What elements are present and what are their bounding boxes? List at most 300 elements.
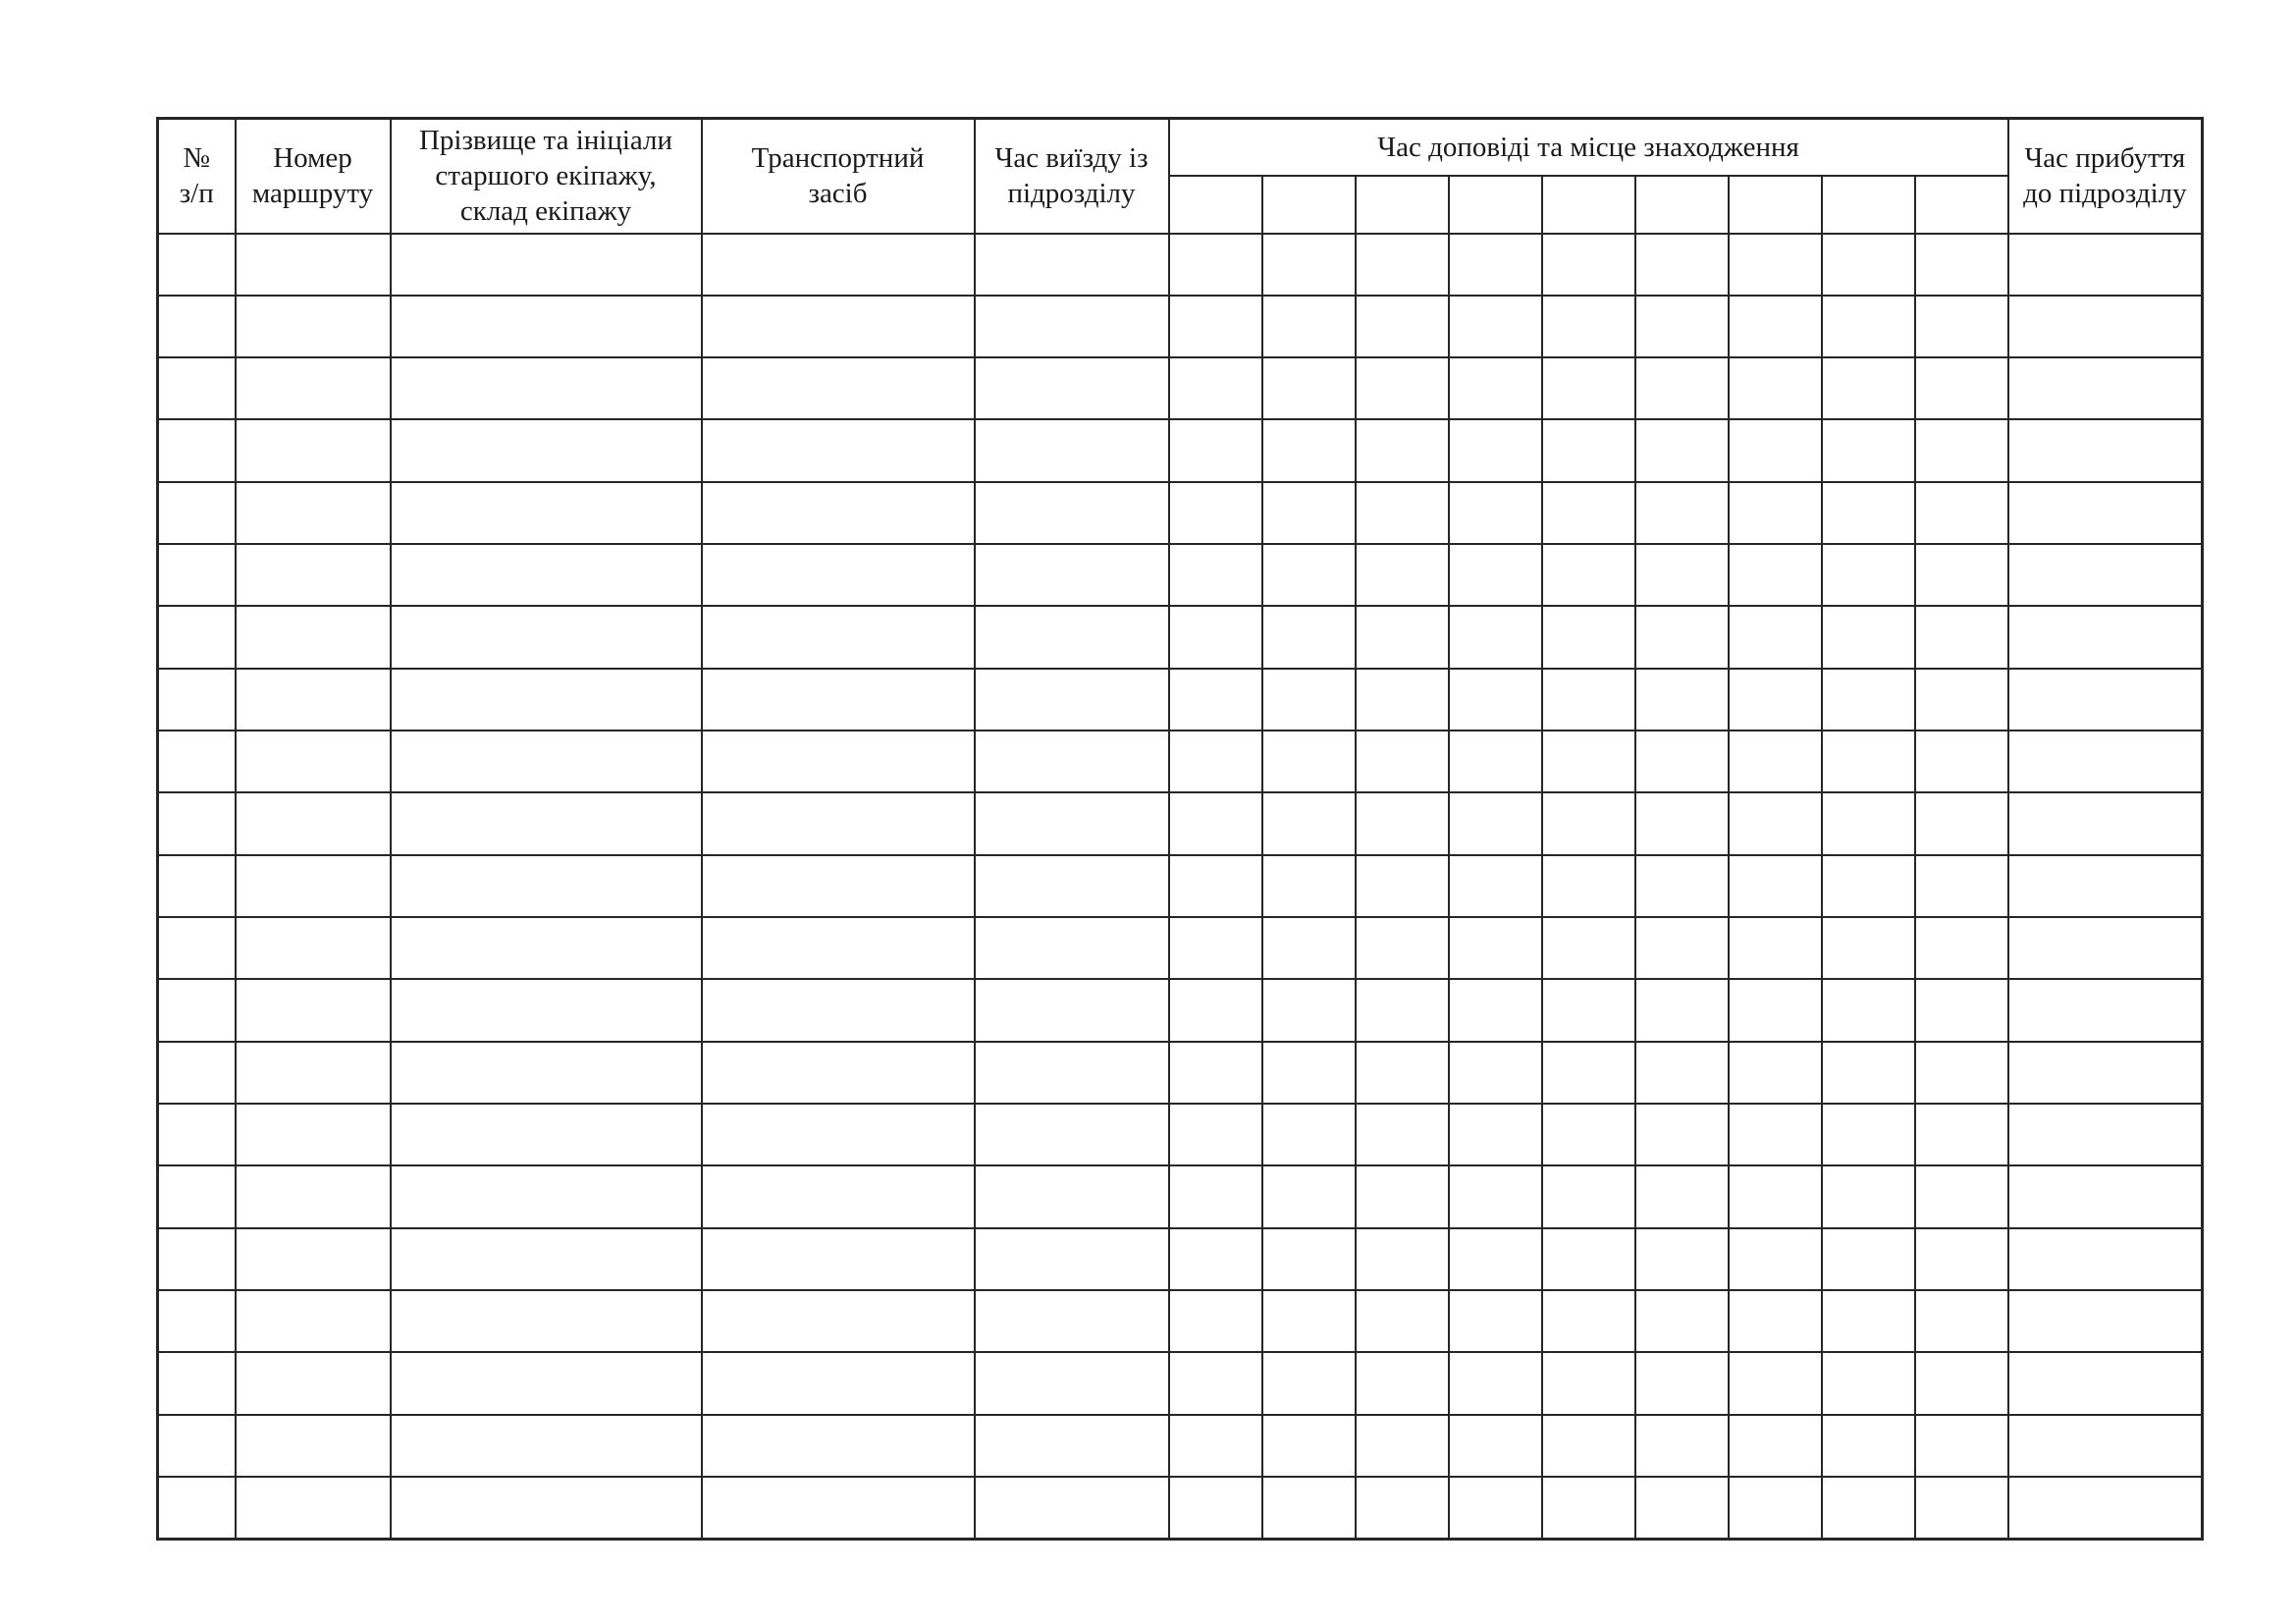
table-row	[158, 1477, 2203, 1539]
table-cell	[158, 544, 236, 606]
table-cell	[2008, 1352, 2203, 1414]
table-cell	[1169, 1165, 1262, 1227]
table-cell	[1729, 669, 1822, 731]
table-cell	[2008, 234, 2203, 296]
table-cell	[1356, 1290, 1449, 1352]
table-cell	[702, 731, 975, 792]
table-cell	[1542, 669, 1635, 731]
table-cell	[1729, 1415, 1822, 1477]
table-cell	[1356, 1104, 1449, 1165]
table-cell	[1262, 544, 1356, 606]
table-cell	[1449, 1228, 1542, 1290]
table-cell	[391, 669, 702, 731]
table-cell	[1356, 792, 1449, 854]
table-cell	[1542, 731, 1635, 792]
table-cell	[236, 979, 391, 1041]
table-cell	[702, 1104, 975, 1165]
table-cell	[975, 792, 1169, 854]
table-cell	[1915, 855, 2008, 917]
table-cell	[1356, 1415, 1449, 1477]
table-cell	[1356, 1352, 1449, 1414]
table-row	[158, 606, 2203, 668]
table-row	[158, 357, 2203, 419]
table-cell	[1635, 1477, 1729, 1539]
table-row	[158, 917, 2203, 979]
table-cell	[1635, 419, 1729, 481]
table-cell	[1635, 1228, 1729, 1290]
table-cell	[1822, 1104, 1915, 1165]
table-cell	[1262, 482, 1356, 544]
table-cell	[158, 1042, 236, 1104]
table-cell	[158, 792, 236, 854]
header-row	[158, 119, 2203, 176]
table-cell	[1542, 606, 1635, 668]
table-row	[158, 234, 2203, 296]
table-header	[158, 119, 2203, 234]
table-cell	[236, 544, 391, 606]
table-cell	[975, 1042, 1169, 1104]
table-cell	[975, 544, 1169, 606]
table-cell	[702, 1228, 975, 1290]
table-cell	[391, 917, 702, 979]
table-cell	[975, 1352, 1169, 1414]
table-cell	[1262, 1352, 1356, 1414]
table-cell	[1729, 296, 1822, 357]
table-cell	[1822, 1228, 1915, 1290]
table-cell	[1262, 855, 1356, 917]
table-cell	[1915, 1042, 2008, 1104]
table-cell	[702, 606, 975, 668]
table-cell	[1729, 792, 1822, 854]
patrol-log-table	[156, 117, 2204, 1541]
table-cell	[1169, 357, 1262, 419]
table-cell	[1822, 917, 1915, 979]
table-cell	[1356, 544, 1449, 606]
table-cell	[1822, 669, 1915, 731]
table-cell	[236, 1042, 391, 1104]
table-cell	[1729, 1042, 1822, 1104]
table-cell	[391, 731, 702, 792]
table-cell	[1915, 544, 2008, 606]
table-cell	[1542, 917, 1635, 979]
table-row	[158, 979, 2203, 1041]
header-report-subcolumn	[1169, 176, 1262, 234]
table-row	[158, 296, 2203, 357]
table-cell	[391, 606, 702, 668]
table-cell	[1356, 606, 1449, 668]
table-cell	[702, 1165, 975, 1227]
table-row	[158, 1290, 2203, 1352]
header-crew-label: Прізвище та ініціали старшого екіпажу, склад екіпажу	[418, 125, 673, 228]
table-cell	[1262, 731, 1356, 792]
table-cell	[1915, 606, 2008, 668]
table-cell	[1822, 1415, 1915, 1477]
table-cell	[1822, 1477, 1915, 1539]
table-cell	[2008, 419, 2203, 481]
table-cell	[391, 234, 702, 296]
table-cell	[702, 1477, 975, 1539]
table-cell	[1822, 234, 1915, 296]
table-cell	[1915, 792, 2008, 854]
table-cell	[1729, 1290, 1822, 1352]
table-cell	[1542, 482, 1635, 544]
table-row	[158, 1042, 2203, 1104]
table-cell	[2008, 482, 2203, 544]
table-cell	[975, 482, 1169, 544]
table-cell	[1262, 792, 1356, 854]
table-cell	[236, 669, 391, 731]
table-cell	[158, 1352, 236, 1414]
table-cell	[1729, 1228, 1822, 1290]
table-cell	[1169, 419, 1262, 481]
table-cell	[1822, 1352, 1915, 1414]
table-cell	[1915, 296, 2008, 357]
table-cell	[1169, 606, 1262, 668]
table-cell	[1729, 1477, 1822, 1539]
table-cell	[2008, 669, 2203, 731]
header-report-subcolumn	[1449, 176, 1542, 234]
table-cell	[1542, 979, 1635, 1041]
table-cell	[1729, 855, 1822, 917]
table-cell	[975, 357, 1169, 419]
table-cell	[158, 1477, 236, 1539]
table-cell	[1262, 1042, 1356, 1104]
table-cell	[1262, 1165, 1356, 1227]
table-cell	[1542, 1104, 1635, 1165]
table-row	[158, 544, 2203, 606]
table-cell	[1449, 419, 1542, 481]
table-cell	[158, 1415, 236, 1477]
table-row	[158, 1228, 2203, 1290]
table-cell	[158, 606, 236, 668]
table-cell	[1635, 1165, 1729, 1227]
table-row	[158, 1352, 2203, 1414]
header-arrival-time	[2008, 119, 2203, 234]
table-cell	[1729, 1165, 1822, 1227]
table-cell	[1915, 731, 2008, 792]
table-body	[158, 234, 2203, 1540]
header-report-subcolumn	[1915, 176, 2008, 234]
table-cell	[1356, 1165, 1449, 1227]
table-cell	[1915, 1165, 2008, 1227]
table-cell	[1729, 544, 1822, 606]
table-cell	[2008, 296, 2203, 357]
table-cell	[1356, 917, 1449, 979]
table-cell	[1915, 1228, 2008, 1290]
table-cell	[1729, 1104, 1822, 1165]
table-cell	[236, 357, 391, 419]
table-cell	[1729, 606, 1822, 668]
table-cell	[1356, 979, 1449, 1041]
table-cell	[702, 1352, 975, 1414]
table-cell	[2008, 1477, 2203, 1539]
table-cell	[1822, 792, 1915, 854]
table-cell	[975, 731, 1169, 792]
table-cell	[1449, 544, 1542, 606]
table-cell	[702, 669, 975, 731]
header-reports-group-label: Час доповіді та місце знаходження	[1377, 131, 1799, 163]
table-cell	[1169, 731, 1262, 792]
table-cell	[975, 855, 1169, 917]
table-cell	[1169, 482, 1262, 544]
table-cell	[1169, 234, 1262, 296]
table-row	[158, 419, 2203, 481]
table-cell	[236, 296, 391, 357]
table-cell	[1356, 234, 1449, 296]
table-cell	[1262, 669, 1356, 731]
table-cell	[1262, 419, 1356, 481]
table-cell	[1449, 482, 1542, 544]
table-cell	[1915, 1290, 2008, 1352]
table-row	[158, 1104, 2203, 1165]
table-cell	[1542, 1477, 1635, 1539]
table-cell	[1449, 234, 1542, 296]
table-cell	[1449, 1042, 1542, 1104]
table-cell	[236, 1228, 391, 1290]
table-cell	[1449, 792, 1542, 854]
table-cell	[1822, 606, 1915, 668]
table-cell	[1822, 1042, 1915, 1104]
table-cell	[1635, 669, 1729, 731]
table-cell	[236, 792, 391, 854]
table-cell	[1729, 357, 1822, 419]
table-cell	[158, 419, 236, 481]
table-cell	[2008, 917, 2203, 979]
table-cell	[1356, 855, 1449, 917]
table-cell	[975, 1290, 1169, 1352]
table-cell	[1169, 544, 1262, 606]
table-cell	[1822, 419, 1915, 481]
table-cell	[236, 1165, 391, 1227]
table-cell	[1915, 1477, 2008, 1539]
table-cell	[1729, 917, 1822, 979]
table-cell	[2008, 855, 2203, 917]
header-report-subcolumn	[1729, 176, 1822, 234]
header-departure-time-label: Час виїзду із підрозділу	[994, 142, 1148, 210]
table-cell	[391, 296, 702, 357]
table-cell	[1356, 296, 1449, 357]
table-cell	[975, 1228, 1169, 1290]
table-cell	[2008, 731, 2203, 792]
table-cell	[1169, 979, 1262, 1041]
table-cell	[1915, 979, 2008, 1041]
table-cell	[1449, 979, 1542, 1041]
header-vehicle	[702, 119, 975, 234]
table-cell	[1449, 855, 1542, 917]
table-cell	[975, 419, 1169, 481]
table-row	[158, 792, 2203, 854]
table-row	[158, 669, 2203, 731]
table-cell	[1729, 979, 1822, 1041]
table-cell	[1635, 1290, 1729, 1352]
table-cell	[1542, 234, 1635, 296]
table-cell	[2008, 1104, 2203, 1165]
table-cell	[1449, 357, 1542, 419]
header-crew	[391, 119, 702, 234]
table-cell	[1822, 296, 1915, 357]
table-cell	[1635, 1352, 1729, 1414]
table-cell	[1542, 357, 1635, 419]
table-row	[158, 731, 2203, 792]
table-cell	[1635, 482, 1729, 544]
table-cell	[391, 1165, 702, 1227]
table-cell	[1449, 1290, 1542, 1352]
table-cell	[391, 1042, 702, 1104]
table-cell	[1542, 1228, 1635, 1290]
header-report-subcolumn	[1542, 176, 1635, 234]
table-cell	[236, 731, 391, 792]
header-number	[158, 119, 236, 234]
header-reports-group	[1169, 119, 2008, 176]
table-cell	[1635, 979, 1729, 1041]
table-cell	[1635, 234, 1729, 296]
table-cell	[1729, 1352, 1822, 1414]
table-cell	[2008, 1290, 2203, 1352]
table-cell	[1449, 917, 1542, 979]
table-cell	[158, 855, 236, 917]
table-cell	[1262, 234, 1356, 296]
table-cell	[236, 419, 391, 481]
table-cell	[1635, 357, 1729, 419]
table-cell	[1635, 1415, 1729, 1477]
table-cell	[236, 1415, 391, 1477]
table-cell	[1635, 917, 1729, 979]
table-cell	[1542, 1165, 1635, 1227]
table-cell	[1262, 1104, 1356, 1165]
table-cell	[1262, 1228, 1356, 1290]
table-cell	[1449, 1352, 1542, 1414]
table-cell	[1262, 1415, 1356, 1477]
table-cell	[975, 1477, 1169, 1539]
table-cell	[1542, 855, 1635, 917]
table-cell	[1729, 234, 1822, 296]
table-cell	[236, 1290, 391, 1352]
table-cell	[1356, 1477, 1449, 1539]
table-cell	[702, 792, 975, 854]
table-cell	[1822, 979, 1915, 1041]
table-cell	[1262, 917, 1356, 979]
table-cell	[391, 544, 702, 606]
table-cell	[236, 606, 391, 668]
table-cell	[1169, 1290, 1262, 1352]
table-cell	[1169, 296, 1262, 357]
table-cell	[236, 1104, 391, 1165]
table-cell	[1356, 1042, 1449, 1104]
table-cell	[236, 1477, 391, 1539]
table-cell	[1915, 1104, 2008, 1165]
table-cell	[2008, 1415, 2203, 1477]
header-report-subcolumn	[1635, 176, 1729, 234]
table-cell	[975, 296, 1169, 357]
table-cell	[1822, 482, 1915, 544]
table-cell	[391, 792, 702, 854]
table-cell	[975, 234, 1169, 296]
table-cell	[702, 1415, 975, 1477]
table-cell	[158, 1228, 236, 1290]
table-cell	[158, 234, 236, 296]
header-route-number-label: Номер маршруту	[251, 142, 374, 210]
table-cell	[1729, 419, 1822, 481]
table-cell	[391, 979, 702, 1041]
table-cell	[391, 1477, 702, 1539]
table-cell	[2008, 792, 2203, 854]
table-row	[158, 855, 2203, 917]
table-cell	[1262, 606, 1356, 668]
table-cell	[1169, 1104, 1262, 1165]
table-cell	[1542, 1042, 1635, 1104]
table-cell	[158, 482, 236, 544]
table-cell	[1635, 1104, 1729, 1165]
table-cell	[1449, 296, 1542, 357]
table-cell	[1356, 482, 1449, 544]
table-cell	[391, 855, 702, 917]
table-cell	[975, 917, 1169, 979]
table-cell	[1542, 1352, 1635, 1414]
table-cell	[1915, 419, 2008, 481]
table-cell	[1449, 1415, 1542, 1477]
table-cell	[1915, 1415, 2008, 1477]
table-cell	[1449, 1165, 1542, 1227]
table-cell	[158, 731, 236, 792]
table-cell	[1542, 1415, 1635, 1477]
table-cell	[702, 482, 975, 544]
table-cell	[1729, 731, 1822, 792]
table-cell	[1635, 792, 1729, 854]
table-cell	[1915, 357, 2008, 419]
table-cell	[1449, 731, 1542, 792]
table-cell	[1635, 606, 1729, 668]
table-cell	[1356, 669, 1449, 731]
table-cell	[1169, 1228, 1262, 1290]
header-number-label: № з/п	[179, 142, 214, 210]
table-cell	[1169, 1477, 1262, 1539]
table-cell	[1356, 731, 1449, 792]
table-cell	[1729, 482, 1822, 544]
table-cell	[702, 1042, 975, 1104]
table-cell	[702, 979, 975, 1041]
table-cell	[702, 917, 975, 979]
table-cell	[975, 669, 1169, 731]
table-cell	[2008, 1165, 2203, 1227]
table-cell	[975, 1104, 1169, 1165]
table-cell	[1822, 357, 1915, 419]
table-cell	[1635, 296, 1729, 357]
table-cell	[1915, 234, 2008, 296]
table-cell	[1449, 1477, 1542, 1539]
table-cell	[1262, 1290, 1356, 1352]
header-report-subcolumn	[1262, 176, 1356, 234]
table-cell	[975, 1165, 1169, 1227]
header-report-subcolumn	[1356, 176, 1449, 234]
table-cell	[158, 1104, 236, 1165]
table-cell	[1542, 1290, 1635, 1352]
table-cell	[2008, 544, 2203, 606]
table-cell	[1262, 357, 1356, 419]
table-cell	[702, 296, 975, 357]
table-cell	[975, 1415, 1169, 1477]
table-cell	[1915, 917, 2008, 979]
table-cell	[1169, 1415, 1262, 1477]
table-cell	[2008, 1228, 2203, 1290]
table-cell	[391, 1352, 702, 1414]
table-cell	[391, 1228, 702, 1290]
table-cell	[1635, 544, 1729, 606]
table-cell	[391, 1104, 702, 1165]
header-departure-time	[975, 119, 1169, 234]
table-cell	[1822, 1290, 1915, 1352]
table-row	[158, 1415, 2203, 1477]
table-cell	[391, 1290, 702, 1352]
